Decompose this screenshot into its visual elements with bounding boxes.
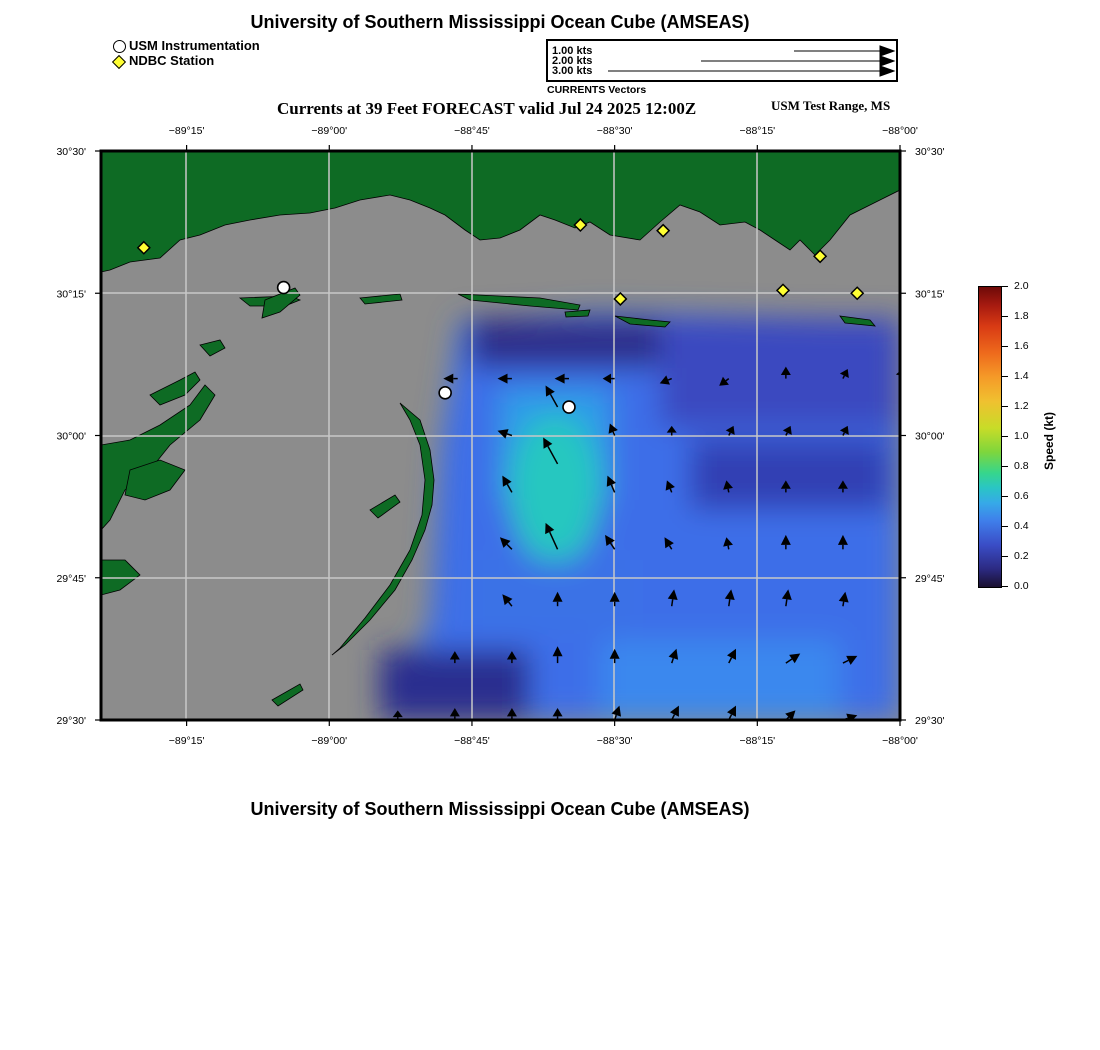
colorbar-tick-label: 0.4	[1014, 520, 1029, 532]
usm-instrument-marker[interactable]	[439, 387, 451, 399]
colorbar-tick-label: 1.2	[1014, 400, 1029, 412]
lat-tick-left: 30°30'	[56, 146, 86, 158]
lat-tick-left: 30°15'	[56, 288, 86, 301]
colorbar-tick-label: 1.0	[1014, 430, 1029, 442]
usm-instrument-marker[interactable]	[563, 401, 575, 413]
colorbar-tick-label: 0.2	[1014, 550, 1029, 562]
lon-tick-bottom: −88°30'	[596, 735, 633, 747]
usm-instrument-marker[interactable]	[278, 282, 290, 294]
lat-tick-right: 30°00'	[915, 430, 945, 443]
colorbar-tick-mark	[1002, 586, 1008, 587]
region-label: USM Test Range, MS	[771, 98, 891, 113]
colorbar-tick-label: 0.0	[1014, 580, 1029, 592]
map-title: University of Southern Mississippi Ocean Cube (AMSEAS)	[250, 12, 750, 32]
lat-tick-left: 29°30'	[56, 715, 86, 727]
legend-usm-label: USM Instrumentation	[129, 38, 260, 53]
lat-tick-left: 29°45'	[56, 572, 86, 585]
lon-tick-top: −88°00'	[882, 125, 918, 137]
colorbar-gradient	[978, 286, 1002, 588]
colorbar-tick-mark	[1002, 346, 1008, 347]
colorbar-tick-label: 1.6	[1014, 340, 1029, 352]
colorbar-tick-label: 0.8	[1014, 460, 1029, 472]
lon-tick-top: −88°15'	[739, 125, 776, 137]
colorbar-tick-mark	[1002, 376, 1008, 377]
colorbar-label: Speed (kt)	[1042, 411, 1056, 470]
colorbar-tick-mark	[1002, 406, 1008, 407]
colorbar-tick-mark	[1002, 466, 1008, 467]
lat-tick-right: 29°30'	[915, 715, 945, 727]
lat-tick-right: 29°45'	[915, 572, 945, 585]
colorbar-tick-mark	[1002, 316, 1008, 317]
colorbar-tick-label: 1.8	[1014, 310, 1029, 322]
vector-scale-label-1: 1.00 kts	[552, 45, 593, 57]
lon-tick-bottom: −88°15'	[739, 735, 776, 747]
map-title-bottom: University of Southern Mississippi Ocean Cube (AMSEAS)	[250, 799, 750, 819]
lon-tick-top: −89°15'	[168, 125, 205, 137]
lon-tick-bottom: −89°00'	[311, 735, 348, 747]
lon-tick-bottom: −88°45'	[454, 735, 490, 747]
vector-scale-label-2: 2.00 kts	[552, 55, 593, 67]
colorbar-tick-mark	[1002, 496, 1008, 497]
colorbar-tick-mark	[1002, 526, 1008, 527]
lon-tick-top: −89°00'	[311, 125, 348, 137]
colorbar-tick-label: 1.4	[1014, 370, 1029, 382]
colorbar-tick-mark	[1002, 286, 1008, 287]
colorbar-tick-mark	[1002, 436, 1008, 437]
lon-tick-bottom: −88°00'	[882, 735, 918, 747]
lat-tick-right: 30°15'	[915, 288, 945, 301]
colorbar-tick-label: 0.6	[1014, 490, 1029, 502]
vector-scale-label-3: 3.00 kts	[552, 65, 593, 77]
colorbar-tick-label: 2.0	[1014, 280, 1029, 292]
lat-tick-right: 30°30'	[915, 146, 945, 158]
lon-tick-top: −88°45'	[454, 125, 490, 137]
lon-tick-bottom: −89°15'	[168, 735, 205, 747]
lon-tick-top: −88°30'	[596, 125, 633, 137]
map-subtitle: Currents at 39 Feet FORECAST valid Jul 24 2025 12:00Z	[277, 99, 697, 118]
colorbar-tick-mark	[1002, 556, 1008, 557]
lat-tick-left: 30°00'	[56, 430, 86, 443]
vector-scale-caption: CURRENTS Vectors	[547, 84, 647, 96]
legend-ndbc-label: NDBC Station	[129, 53, 215, 68]
